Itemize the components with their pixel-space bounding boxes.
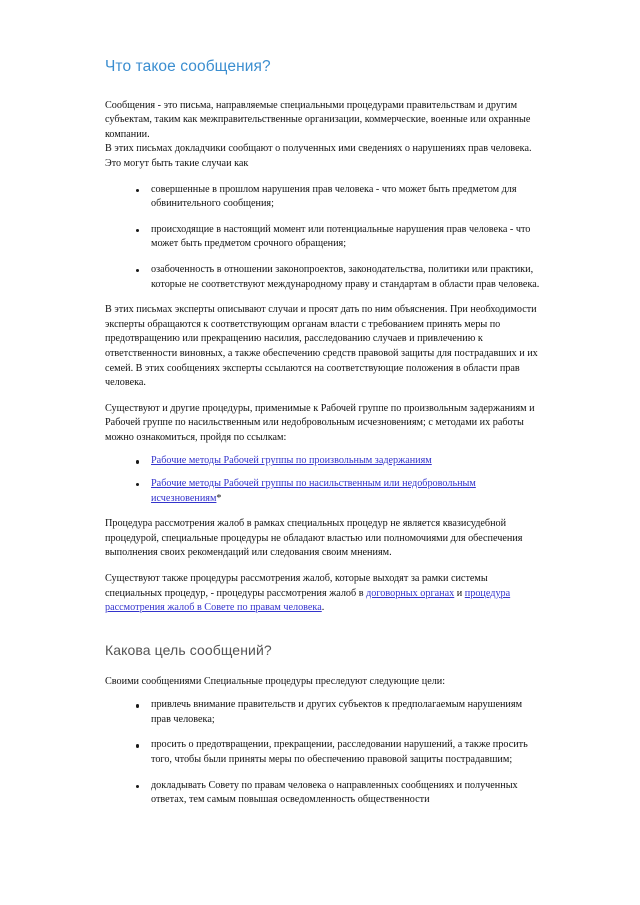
list-item [151,454,540,469]
other-procedures-paragraph [105,572,540,616]
link-working-methods-arbitrary-detention[interactable]: Рабочие методы Рабочей группы по произвольным задержаниям [151,455,432,467]
list-item: совершенные в прошлом нарушения прав человека - что может быть предметом для обвинительного сообщения; [151,183,540,212]
list-item: просить о предотвращении, прекращении, расследовании нарушений, а также просить того, чтобы были приняты меры по обеспечению правовой защиты пострадавшим; [151,738,540,767]
list-item [151,477,540,506]
intro-paragraph-continued: В этих письмах докладчики сообщают о полученных ими сведениях о нарушениях прав человека. Это могут быть такие случаи как [105,143,532,169]
section-title-purpose: Какова цель сообщений? [105,641,272,658]
other-procedures-conjunction: и [454,587,465,599]
purpose-goals-list [105,698,540,808]
other-procedures-lead-text: Существуют также процедуры рассмотрения жалоб, которые выходят за рамки системы специальных процедур, - процедуры рассмотрения жалоб в [105,573,488,599]
link-suffix: * [216,492,222,504]
link-human-rights-council-complaint-procedure[interactable]: процедура рассмотрения жалоб в Совете по правам человека [105,587,511,614]
violation-types-list [105,183,540,293]
link-treaty-bodies[interactable]: договорных органах [366,587,455,599]
page-title: Что такое сообщения? [105,58,271,75]
experts-description-paragraph: В этих письмах эксперты описывают случаи и просят дать по ним объяснения. При необходимости эксперты обращаются к соответствующим органам власти с требованием принять меры по предотвращению или прекращению насилия, расследованию случаев и привлечению к ответственности виновных, а также обеспечению средств правовой защиты для пострадавших и их семей. В этих сообщениях эксперты ссылаются на соответствующие положения в области прав человека. [105,304,538,389]
list-item: происходящие в настоящий момент или потенциальные нарушения прав человека - что может быть предметом срочного обращения; [151,223,540,252]
list-item: озабоченность в отношении законопроектов, законодательства, политики или практики, которые не соответствуют международному праву и стандартам в области прав человека. [151,263,540,292]
list-item: докладывать Совету по правам человека о направленных сообщениях и полученных ответах, тем самым повышая осведомленность общественности [151,779,540,808]
working-groups-paragraph: Существуют и другие процедуры, применимые к Рабочей группе по произвольным задержаниям и Рабочей группе по насильственным или недобровольным исчезновениям; с методами их работы можно ознакомиться, пройдя по ссылкам: [105,402,535,443]
link-working-methods-enforced-disappearances[interactable]: Рабочие методы Рабочей группы по насильственным или недобровольным исчезновениям [151,478,476,504]
list-item: привлечь внимание правительств и других субъектов к предполагаемым нарушениям прав человека; [151,698,540,727]
intro-paragraph: Сообщения - это письма, направляемые специальными процедурами правительствам и другим субъектам, таким как межправительственные организации, коммерческие, военные или охранные компании. [105,99,531,140]
other-procedures-tail: . [321,602,325,614]
purpose-intro-paragraph: Своими сообщениями Специальные процедуры преследуют следующие цели: [105,675,446,687]
complaint-procedure-paragraph: Процедура рассмотрения жалоб в рамках специальных процедур не является квазисудебной процедурой, специальные процедуры не обладают властью или полномочиями для обеспечения выполнения своих рекомендаций или следования своим мнениям. [105,518,523,559]
working-methods-links-list [105,454,540,506]
